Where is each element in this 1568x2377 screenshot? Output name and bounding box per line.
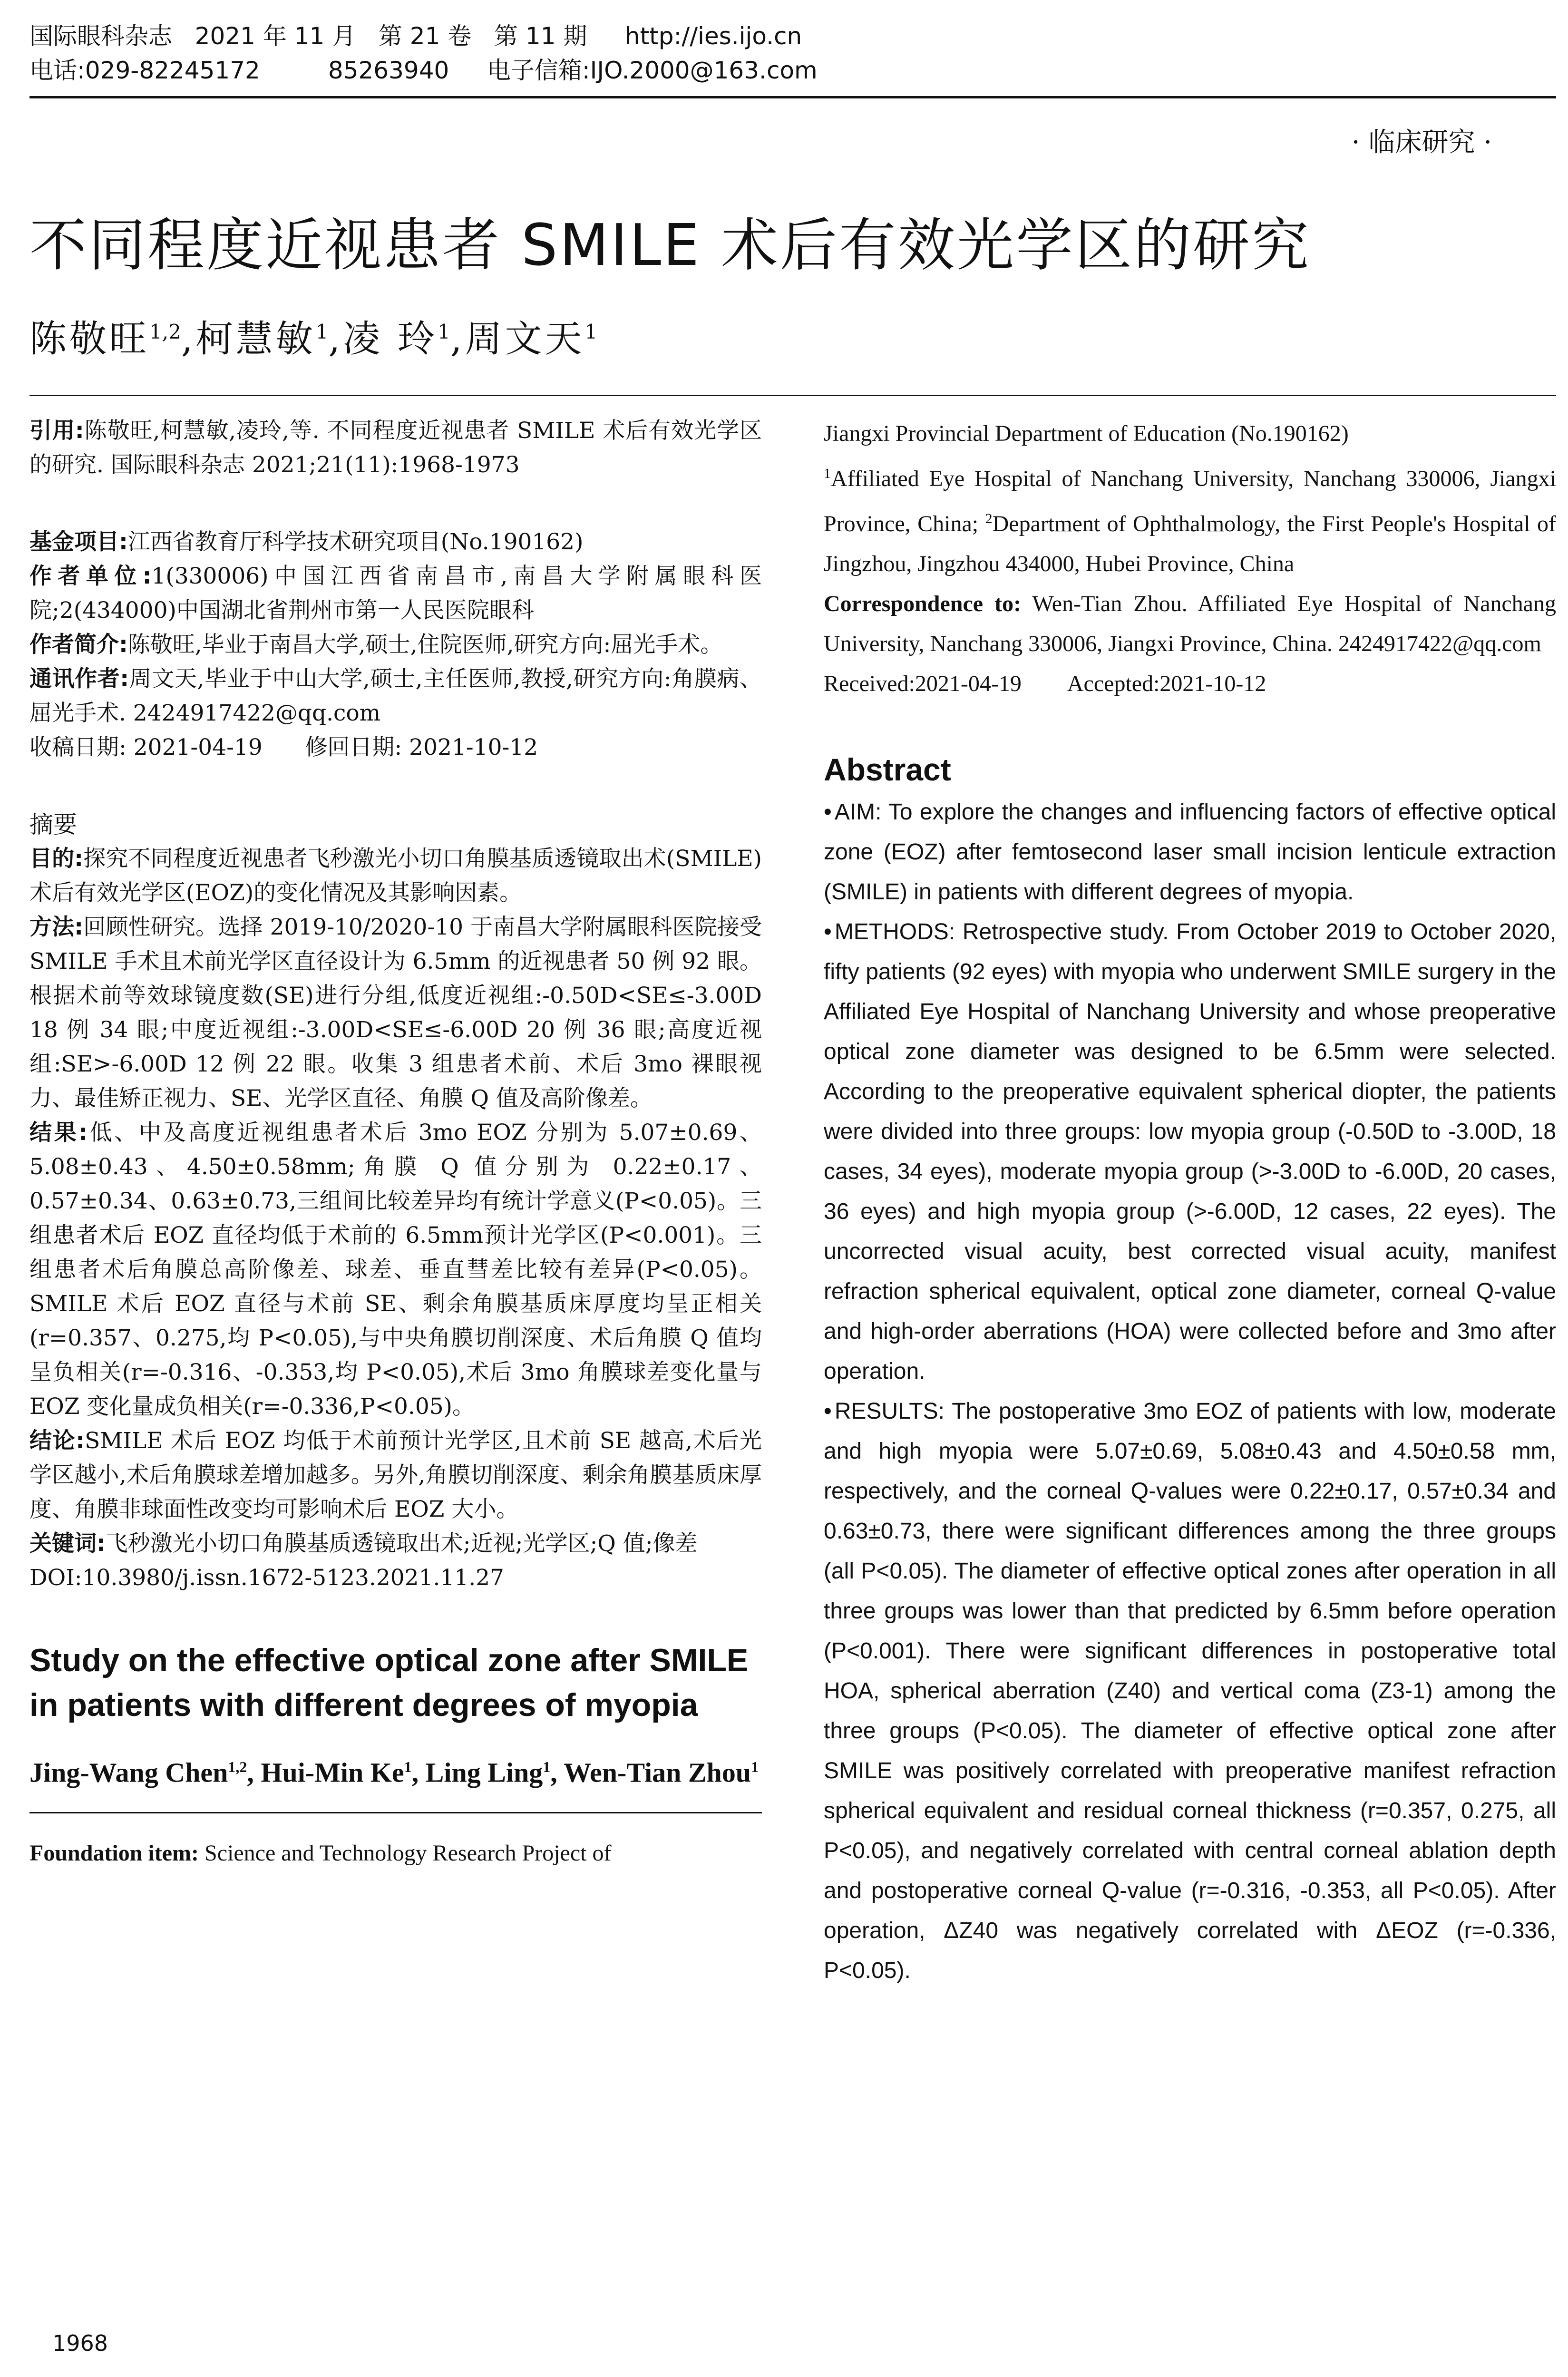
citation-text: 陈敬旺,柯慧敏,凌玲,等. 不同程度近视患者 SMILE 术后有效光学区的研究. 国际眼科杂志 2021;21(11):1968-1973 [29,418,762,478]
foundation-continued: Jiangxi Provincial Department of Education (No.190162) [824,421,1349,446]
abstract-methods-cn [29,910,762,1116]
aim-label-en: AIM: [834,799,882,825]
foundation-item [29,1836,762,1870]
received-date-en: Received:2021-04-19 [824,671,1022,696]
corr-label: 通讯作者: [29,666,129,692]
en-author-affil: 1 [751,1758,759,1775]
left-column [29,414,762,1893]
dates-en [824,664,1556,704]
header-rule [29,96,1556,98]
english-author-list: Jing-Wang Chen$^{1,2}$, Hui-Min Ke$^1$, Ling Ling$^1$, Wen-Tian Zhou$^1$ [29,1757,759,1788]
en-author-name: Wen-Tian Zhou [564,1757,751,1788]
author-bio [29,628,762,662]
author-affil: 1 [437,320,450,343]
corr-label-en: Correspondence to: [824,591,1022,616]
journal-header-line2: 电话:029-82245172 85263940 电子信箱:IJO.2000@163.com [29,57,818,84]
author-name: 柯慧敏 [195,318,316,360]
results-label-cn: 结果: [29,1120,88,1146]
conclusion-text-cn: SMILE 术后 EOZ 均低于术前预计光学区,且术前 SE 越高,术后光学区越小,术后角膜球差增加越多。另外,角膜切削深度、剩余角膜基质床厚度、角膜非球面性改变均可影响术后 EOZ 大小。 [29,1428,762,1522]
author-name: 陈敬旺 [29,318,150,360]
author-affil: 1 [584,320,598,343]
results-text-cn: 低、中及高度近视组患者术后 3mo EOZ 分别为 5.07±0.69、5.08±0.43、4.50±0.58mm;角膜 Q 值分别为 0.22±0.17、0.57±0.34、0.63±0.73,三组间比较差异均有统计学意义(P<0.05)。三组患者术后 EOZ 直径均低于术前的 6.5mm预计光学区(P<0.001)。三组患者术后角膜总高阶像差、球差、垂直彗差比较有差异(P<0.05)。SMILE 术后 EOZ 直径与术前 SE、剩余角膜基质床厚度均呈正相关(r=0.357、0.275,均 P<0.05),与中央角膜切削深度、术后角膜 Q 值均呈负相关(r=-0.316、-0.353,均 P<0.05),术后 3mo 角膜球差变化量与 EOZ 变化量成负相关(r=-0.336,P<0.05)。 [29,1120,762,1420]
author-unit [29,559,762,628]
unit-text: 1(330006)中国江西省南昌市,南昌大学附属眼科医院;2(434000)中国湖北省荆州市第一人民医院眼科 [29,563,762,623]
keywords-label-cn: 关键词: [29,1530,106,1557]
methods-text-en: Retrospective study. From October 2019 to October 2020, fifty patients (92 eyes) with myopia who underwent SMILE surgery in the Affiliated Eye Hospital of Nanchang University and whose preoperative optical zone diameter was designed to be 6.5mm were selected. According to the preoperative equivalent spherical diopter, the patients were divided into three groups: low myopia group (-0.50D to -3.00D, 18 cases, 34 eyes), moderate myopia group (>-3.00D to -6.00D, 20 cases, 36 eyes) and high myopia group (>-6.00D, 12 cases, 22 eyes). The uncorrected visual acuity, best corrected visual acuity, manifest refraction spherical equivalent, optical zone diameter, corneal Q-value and high-order aberrations (HOA) were collected before and 3mo after operation. [824,919,1556,1384]
right-column [824,414,1556,1991]
page-number: 1968 [52,2330,108,2356]
english-title: Study on the effective optical zone after SMILE in patients with different degrees of myopia [29,1642,749,1723]
author-name: 凌 玲 [343,318,438,360]
en-author-name: Hui-Min Ke [261,1757,404,1788]
revised-date: 修回日期: 2021-10-12 [305,734,538,760]
results-text-en: The postoperative 3mo EOZ of patients with low, moderate and high myopia were 5.07±0.69, 5.08±0.43 and 4.50±0.58 mm, respectively, and the corneal Q-values were 0.22±0.17, 0.57±0.34 and 0.63±0.73, there were significant differences among the three groups (all P<0.05). The diameter of effective optical zones after operation in all three groups was lower than that predicted by 6.5mm before operation (P<0.001). There were significant differences in postoperative total HOA, spherical aberration (Z40) and vertical coma (Z3-1) among the three groups (P<0.05). The diameter of effective optical zone after SMILE was positively correlated with preoperative manifest refraction spherical equivalent and residual corneal thickness (r=0.357, 0.275, all P<0.05), and negatively correlated with central corneal ablation depth and postoperative corneal Q-value (r=-0.316, -0.353, all P<0.05). After operation, ΔZ40 was negatively correlated with ΔEOZ (r=-0.336, P<0.05). [824,1399,1557,1983]
en-author-name: Ling Ling [425,1757,543,1788]
aim-label-cn: 目的: [29,846,84,872]
aim-text-en: To explore the changes and influencing factors of effective optical zone (EOZ) after femtosecond laser small incision lenticule extraction (SMILE) in patients with different degrees of myopia. [824,799,1557,905]
abstract-results-en: • RESULTS: The postoperative 3mo EOZ of patients with low, moderate and high myopia were 5.07±0.69, 5.08±0.43 and 4.50±0.58 mm, respectively, and the corneal Q-values were 0.22±0.17, 0.57±0.34 and 0.63±0.73, there were significant differences among the three groups (all P<0.05). The diameter of effective optical zones after operation in all three groups was lower than that predicted by 6.5mm before operation (P<0.001). There were significant differences in postoperative total HOA, spherical aberration (Z40) and vertical coma (Z3-1) among the three groups (P<0.05). The diameter of effective optical zone after SMILE was positively correlated with preoperative manifest refraction spherical equivalent and residual corneal thickness (r=0.357, 0.275, all P<0.05), and negatively correlated with central corneal ablation depth and postoperative corneal Q-value (r=-0.316, -0.353, all P<0.05). After operation, ΔZ40 was negatively correlated with ΔEOZ (r=-0.336, P<0.05). [824,1399,1557,1983]
journal-header-line1: 国际眼科杂志 2021 年 11 月 第 21 卷 第 11 期 http://ies.ijo.cn [29,22,802,50]
corr-text-en: Wen-Tian Zhou. Affiliated Eye Hospital of Nanchang University, Nanchang 330006, Jiangxi Province, China. 2424917422@qq.com [824,591,1556,656]
foundation-text: Science and Technology Research Project of [205,1841,612,1866]
fund-text: 江西省教育厅科学技术研究项目(No.190162) [127,529,584,555]
aff2-sup: 2 [985,511,993,526]
bio-text: 陈敬旺,毕业于南昌大学,硕士,住院医师,研究方向:屈光手术。 [127,632,723,658]
foundation-label: Foundation item: [29,1841,199,1866]
citation [29,414,762,482]
received-date: 收稿日期: 2021-04-19 [29,734,263,760]
accepted-date-en: Accepted:2021-10-12 [1067,671,1266,696]
fund-label: 基金项目: [29,529,128,555]
dates-cn [29,731,762,765]
abstract-methods-en: • METHODS: Retrospective study. From October 2019 to October 2020, fifty patients (92 eyes) with myopia who underwent SMILE surgery in the Affiliated Eye Hospital of Nanchang University and whose preoperative optical zone diameter was designed to be 6.5mm were selected. According to the preoperative equivalent spherical diopter, the patients were divided into three groups: low myopia group (-0.50D to -3.00D, 18 cases, 34 eyes), moderate myopia group (>-3.00D to -6.00D, 20 cases, 36 eyes) and high myopia group (>-6.00D, 12 cases, 22 eyes). The uncorrected visual acuity, best corrected visual acuity, manifest refraction spherical equivalent, optical zone diameter, corneal Q-value and high-order aberrations (HOA) were collected before and 3mo after operation. [824,919,1556,1384]
correspondence [824,584,1556,664]
doi: DOI:10.3980/j.issn.1672-5123.2021.11.27 [29,1565,504,1591]
author-list: 陈敬旺$^{1,2}$,柯慧敏$^1$,凌 玲$^1$,周文天$^1$ [29,318,598,360]
abstract-title-cn: 摘要 [29,811,77,838]
methods-label-en: METHODS: [834,919,955,945]
aff1-text: Affiliated Eye Hospital of Nanchang University, Nanchang 330006, Jiangxi Province, China; [824,466,1556,536]
keywords-text-cn: 飞秒激光小切口角膜基质透镜取出术;近视;光学区;Q 值;像差 [105,1530,698,1557]
author-name: 周文天 [465,318,585,360]
methods-text-cn: 回顾性研究。选择 2019-10/2020-10 于南昌大学附属眼科医院接受 SMILE 手术且术前光学区直径设计为 6.5mm 的近视患者 50 例 92 眼。根据术前等效球镜度数(SE)进行分组,低度近视组:-0.50D<SE≤-3.00D 18 例 34 眼;中度近视组:-3.00D<SE≤-6.00D 20 例 36 眼;高度近视组:SE>-6.00D 12 例 22 眼。收集 3 组患者术前、术后 3mo 裸眼视力、最佳矫正视力、SE、光学区直径、角膜 Q 值及高阶像差。 [29,914,762,1111]
corr-text: 周文天,毕业于中山大学,硕士,主任医师,教授,研究方向:角膜病、屈光手术. 2424917422@qq.com [29,666,762,726]
results-label-en: RESULTS: [834,1399,945,1424]
keywords-cn [29,1527,762,1561]
en-author-affil: 1 [404,1758,412,1775]
corresponding-author [29,662,762,731]
section-tag: · 临床研究 · [1351,127,1492,158]
author-affil: 1,2 [149,320,181,343]
article-title: 不同程度近视患者 SMILE 术后有效光学区的研究 [29,213,1311,279]
abstract-aim-cn [29,842,762,910]
unit-label: 作者单位: [29,563,152,589]
abstract-conclusion-cn [29,1424,762,1527]
abstract-results-cn [29,1116,762,1424]
bio-label: 作者简介: [29,632,128,658]
fund-info [29,525,762,559]
aff2-text: Department of Ophthalmology, the First People's Hospital of Jingzhou, Jingzhou 434000, Hubei Province, China [824,511,1557,576]
journal-header [29,19,1556,88]
en-author-affil: 1 [543,1758,551,1775]
en-author-affil: 1,2 [228,1758,247,1775]
en-author-name: Jing-Wang Chen [29,1757,228,1788]
citation-label: 引用: [29,418,84,444]
abstract-heading: Abstract [824,752,951,787]
aff1-sup: 1 [824,466,831,481]
title-rule [29,395,1556,396]
affiliations [824,454,1556,584]
author-affil: 1 [315,320,329,343]
abstract-aim-en: • AIM: To explore the changes and influencing factors of effective optical zone (EOZ) after femtosecond laser small incision lenticule extraction (SMILE) in patients with different degrees of myopia. [824,799,1557,905]
methods-label-cn: 方法: [29,914,84,940]
conclusion-label-cn: 结论: [29,1428,85,1454]
footnote-rule [29,1812,762,1813]
aim-text-cn: 探究不同程度近视患者飞秒激光小切口角膜基质透镜取出术(SMILE)术后有效光学区(EOZ)的变化情况及其影响因素。 [29,846,762,906]
